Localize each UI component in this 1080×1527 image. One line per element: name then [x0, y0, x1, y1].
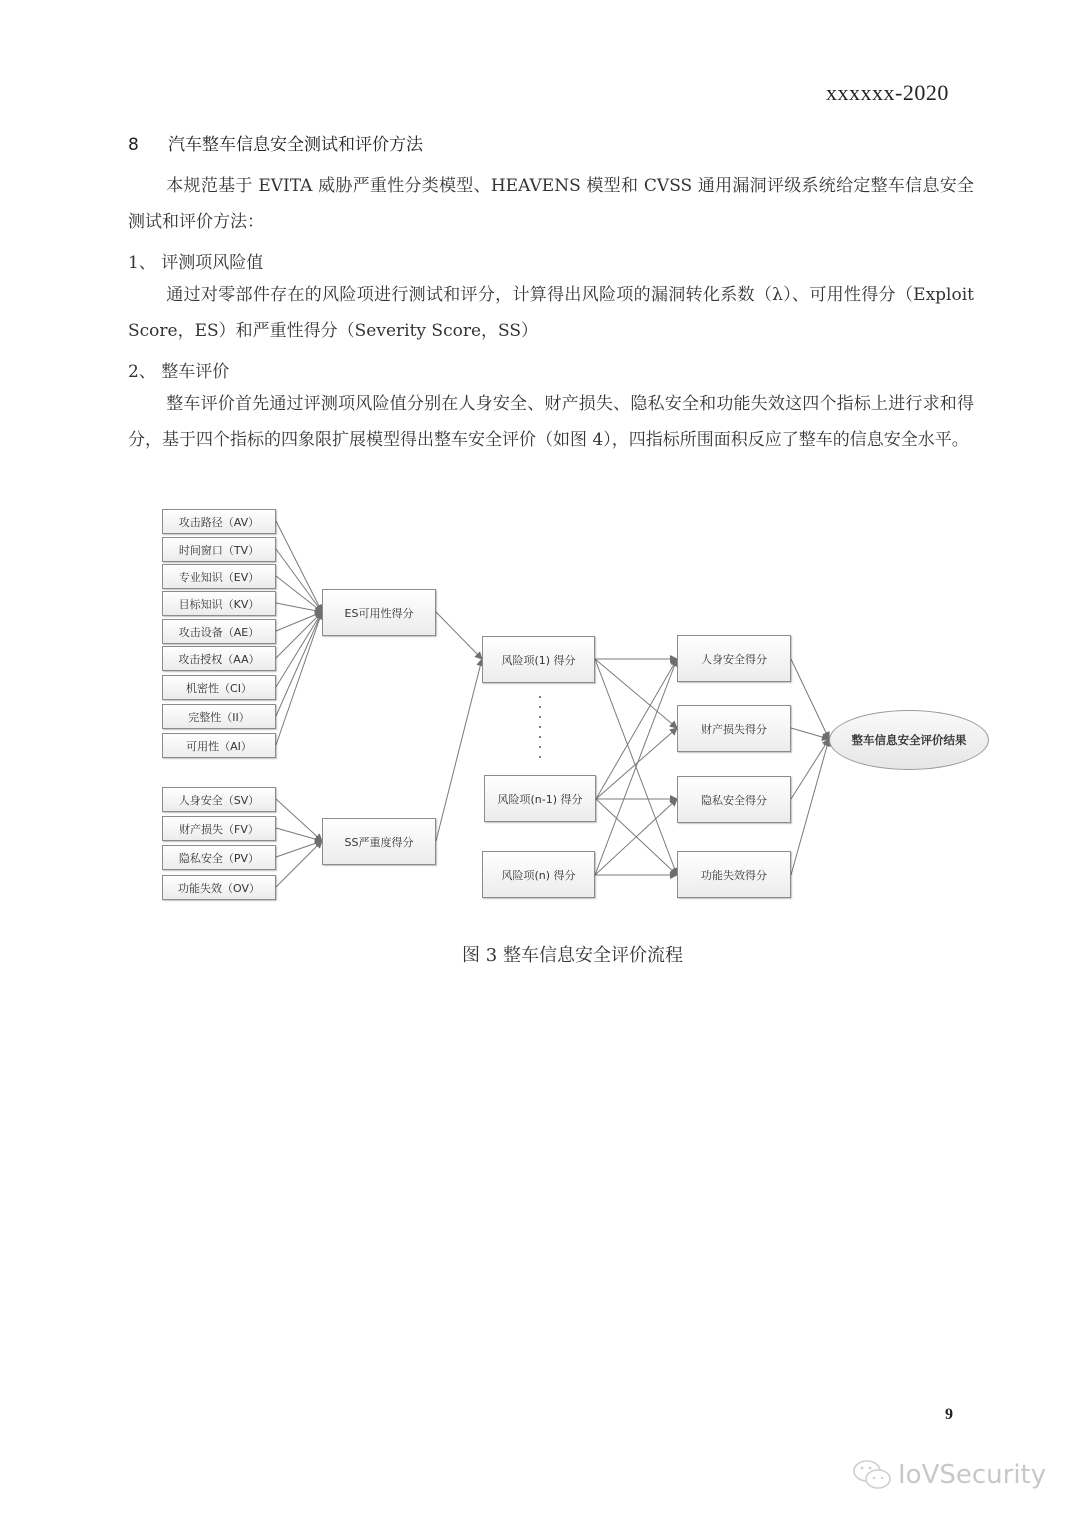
item-heading-2: 2、 整车评价	[128, 362, 230, 382]
item-text-1: 通过对零部件存在的风险项进行测试和评分，计算得出风险项的漏洞转化系数（λ）、可用性得分（Exploit Score，ES）和严重性得分（Severity Score，SS）	[128, 285, 974, 341]
section-number: 8	[128, 135, 139, 155]
risk-item-n-minus-1-node: 风险项(n-1) 得分	[484, 775, 596, 822]
item-text-2: 整车评价首先通过评测项风险值分别在人身安全、财产损失、隐私安全和功能失效这四个指标上进行求和得分，基于四个指标的四象限扩展模型得出整车安全评价（如图 4），四指标所围面积反应了整车的信息安全水平。	[128, 394, 974, 450]
ss-input-sv: 人身安全（SV）	[162, 787, 276, 812]
watermark-text: IoVSecurity	[898, 1460, 1047, 1490]
es-input-tv: 时间窗口（TV）	[162, 537, 276, 562]
es-input-aa: 攻击授权（AA）	[162, 646, 276, 671]
personal-safety-score-node: 人身安全得分	[677, 635, 791, 682]
ss-input-ov: 功能失效（OV）	[162, 875, 276, 900]
watermark	[852, 1458, 1046, 1492]
es-input-av: 攻击路径（AV）	[162, 509, 276, 534]
page-number: 9	[945, 1406, 953, 1423]
es-input-ev: 专业知识（EV）	[162, 564, 276, 589]
overall-result-node: 整车信息安全评价结果	[829, 710, 989, 770]
es-input-ci: 机密性（CI）	[162, 675, 276, 700]
es-input-ii: 完整性（II）	[162, 704, 276, 729]
privacy-score-node: 隐私安全得分	[677, 776, 791, 823]
document-code: xxxxxx-2020	[826, 80, 949, 105]
ss-input-fv: 财产损失（FV）	[162, 816, 276, 841]
function-failure-score-node: 功能失效得分	[677, 851, 791, 898]
es-input-kv: 目标知识（KV）	[162, 591, 276, 616]
risk-item-1-node: 风险项(1) 得分	[482, 636, 595, 683]
ss-score-node: SS严重度得分	[322, 818, 436, 865]
es-input-ai: 可用性（AI）	[162, 733, 276, 758]
item-heading-1: 1、 评测项风险值	[128, 253, 264, 273]
ss-input-pv: 隐私安全（PV）	[162, 845, 276, 870]
intro-text: 本规范基于 EVITA 威胁严重性分类模型、HEAVENS 模型和 CVSS 通用漏洞评级系统给定整车信息安全测试和评价方法：	[128, 176, 974, 232]
es-score-node: ES可用性得分	[322, 589, 436, 636]
es-input-ae: 攻击设备（AE）	[162, 619, 276, 644]
section-title: 汽车整车信息安全测试和评价方法	[168, 135, 423, 155]
property-loss-score-node: 财产损失得分	[677, 705, 791, 752]
figure-caption: 图 3 整车信息安全评价流程	[462, 945, 683, 966]
risk-item-n-node: 风险项(n) 得分	[482, 851, 595, 898]
wechat-icon	[852, 1458, 892, 1492]
